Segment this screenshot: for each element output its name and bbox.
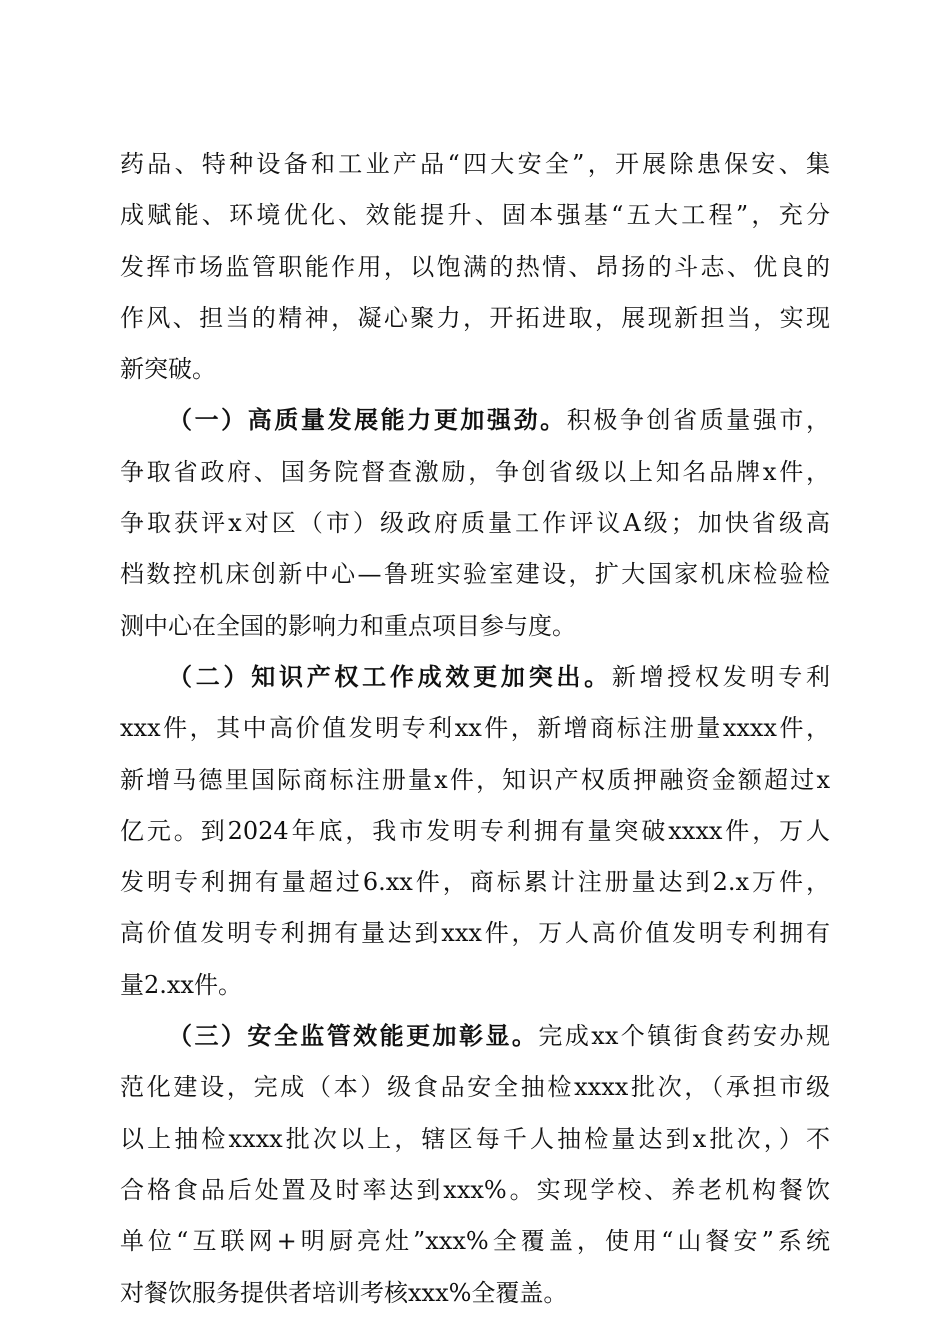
section2-line: xxx件，其中高价值发明专利xx件，新增商标注册量xxxx件， [120, 714, 830, 743]
section1-line: 测中心在全国的影响力和重点项目参与度。 [120, 611, 576, 640]
section2-line: 量2.xx件。 [120, 970, 242, 999]
intro-line: 发挥市场监管职能作用，以饱满的热情、昂扬的斗志、优良的 [120, 252, 830, 281]
section2-line: 亿元。到2024年底，我市发明专利拥有量突破xxxx件，万人 [120, 816, 830, 845]
section1-first-line [120, 398, 830, 449]
section2-first-line-text: 新增授权发明专利 [611, 662, 831, 691]
section3-line: 以上抽检xxxx批次以上，辖区每千人抽检量达到x批次，）不 [120, 1124, 830, 1153]
section2-heading: （二）知识产权工作成效更加突出。 [168, 661, 612, 691]
section3-line: 对餐饮服务提供者培训考核xxx%全覆盖。 [120, 1278, 568, 1307]
intro-line: 药品、特种设备和工业产品“四大安全”，开展除患保安、集 [120, 150, 830, 178]
section3-line: 单位“互联网+明厨亮灶”xxx%全覆盖，使用“山餐安”系统 [120, 1227, 830, 1256]
section3-line: 合格食品后处置及时率达到xxx%。实现学校、养老机构餐饮 [120, 1175, 830, 1204]
section1-line: 争取获评x对区（市）级政府质量工作评议A级；加快省级高 [120, 509, 830, 538]
section1-line: 争取省政府、国务院督查激励，争创省级以上知名品牌x件， [120, 457, 830, 486]
section2-first-line [120, 655, 830, 706]
section1-line: 档数控机床创新中心—鲁班实验室建设，扩大国家机床检验检 [120, 560, 830, 589]
section3-first-line [120, 1014, 830, 1065]
section1-first-line-text: 积极争创省质量强市， [566, 406, 830, 435]
document-body [120, 142, 830, 1322]
section1-heading: （一）高质量发展能力更加强劲。 [168, 405, 567, 435]
section3-line: 范化建设，完成（本）级食品安全抽检xxxx批次，（承担市级 [120, 1073, 830, 1102]
section2-line: 高价值发明专利拥有量达到xxx件，万人高价值发明专利拥有 [120, 919, 830, 948]
section2-line: 发明专利拥有量超过6.xx件，商标累计注册量达到2.x万件， [120, 868, 830, 897]
section2-line: 新增马德里国际商标注册量x件，知识产权质押融资金额超过x [120, 765, 830, 794]
section3-heading: （三）安全监管效能更加彰显。 [168, 1021, 539, 1051]
section3-first-line-text: 完成xx个镇街食药安办规 [538, 1022, 830, 1051]
intro-line: 成赋能、环境优化、效能提升、固本强基“五大工程”，充分 [120, 201, 830, 230]
intro-line: 作风、担当的精神，凝心聚力，开拓进取，展现新担当，实现 [120, 303, 830, 332]
intro-line: 新突破。 [120, 355, 216, 384]
